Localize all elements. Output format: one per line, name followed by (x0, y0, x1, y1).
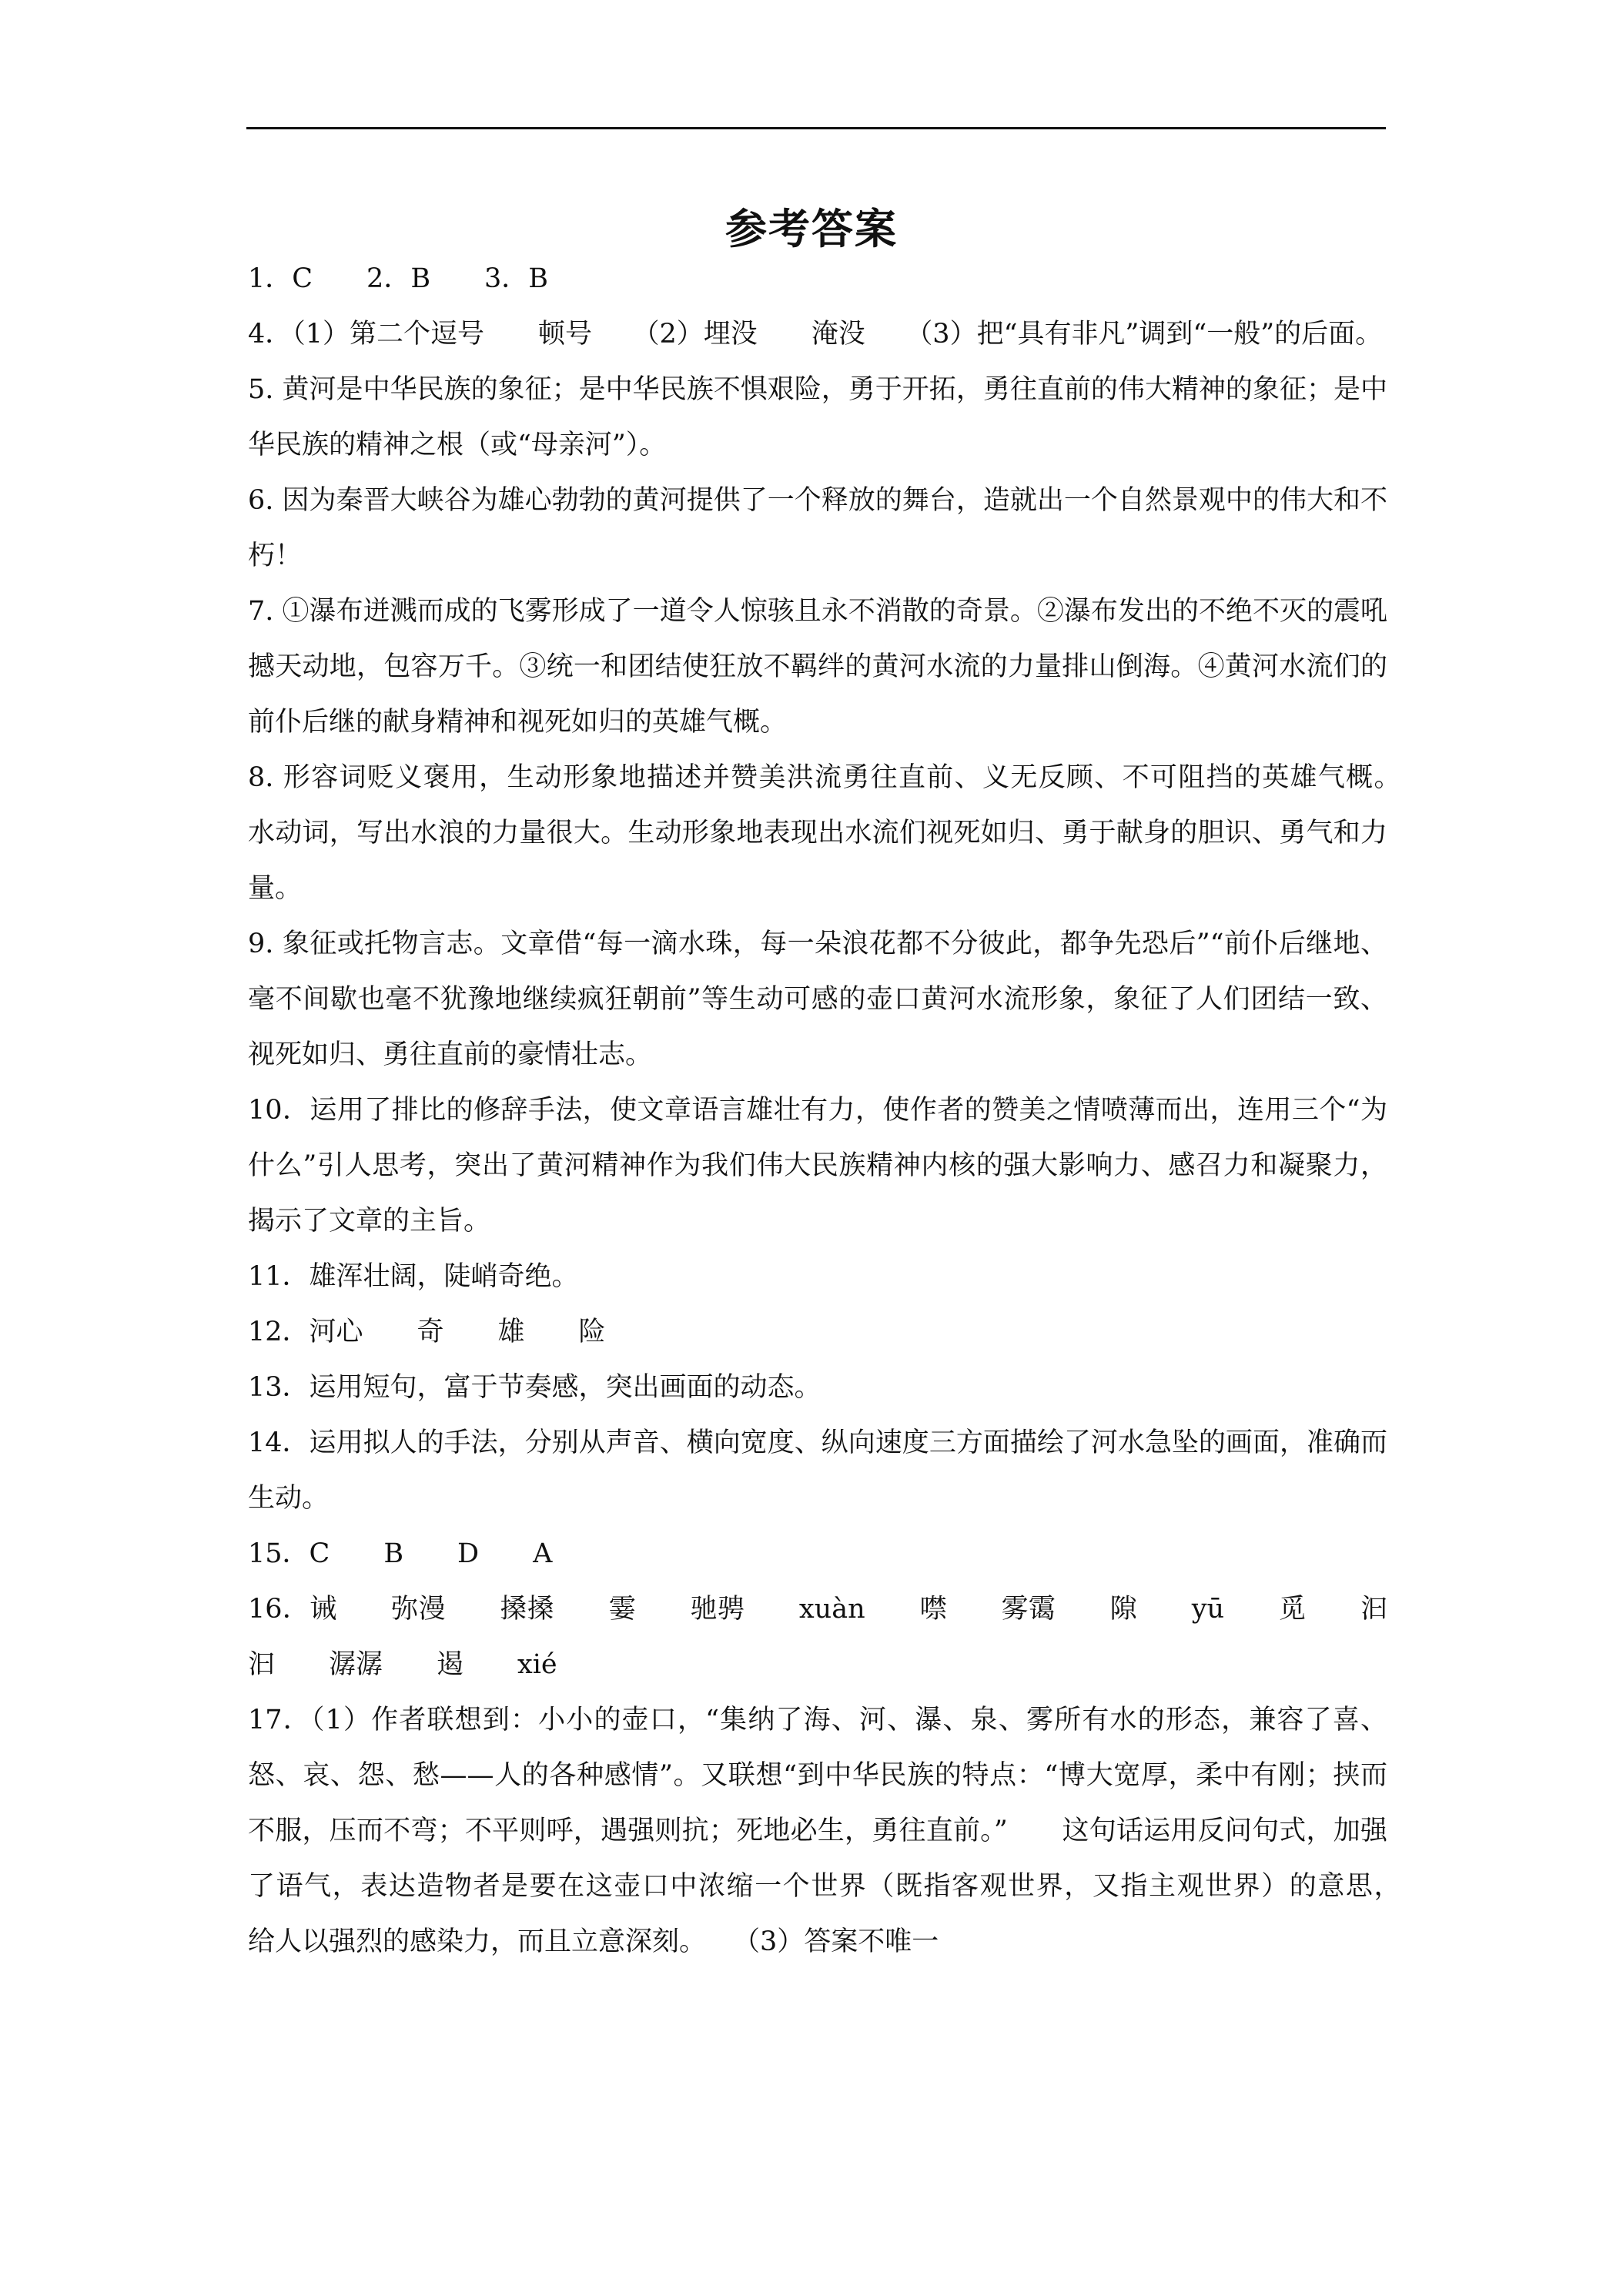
answer-5: 5. 黄河是中华民族的象征；是中华民族不惧艰险，勇于开拓，勇往直前的伟大精神的象征；是中华民族的精神之根（或“母亲河”）。 (248, 374, 1387, 460)
answer-12: 12．河心 奇 雄 险 (248, 1317, 606, 1347)
answer-4: 4．（1）第二个逗号 顿号 （2）埋没 淹没 （3）把“具有非凡”调到“一般”的后面。 (248, 319, 1383, 350)
answer-10: 10．运用了排比的修辞手法，使文章语言雄壮有力，使作者的赞美之情喷薄而出，连用三个“为什么”引人思考，突出了黄河精神作为我们伟大民族精神内核的强大影响力、感召力和凝聚力，揭示了文章的主旨。 (248, 1095, 1387, 1237)
header-rule (246, 127, 1386, 129)
answer-1-3: 1．C 2．B 3．B (248, 263, 549, 294)
answer-15: 15．C B D A (248, 1538, 553, 1569)
answer-6: 6. 因为秦晋大峡谷为雄心勃勃的黄河提供了一个释放的舞台，造就出一个自然景观中的伟大和不朽！ (248, 485, 1387, 571)
answer-8: 8. 形容词贬义褒用，生动形象地描述并赞美洪流勇往直前、义无反顾、不可阻挡的英雄气概。 水动词，写出水浪的力量很大。生动形象地表现出水流们视死如归、勇于献身的胆识、勇气和力量。 (248, 762, 1442, 904)
answer-7: 7. ①瀑布迸溅而成的飞雾形成了一道令人惊骇且永不消散的奇景。②瀑布发出的不绝不灭的震吼撼天动地，包容万千。③统一和团结使狂放不羁绊的黄河水流的力量排山倒海。④黄河水流们的前仆后继的献身精神和视死如归的英雄气概。 (248, 596, 1387, 738)
answer-14: 14．运用拟人的手法，分别从声音、横向宽度、纵向速度三方面描绘了河水急坠的画面，准确而生动。 (248, 1427, 1387, 1514)
answer-9: 9. 象征或托物言志。文章借“每一滴水珠，每一朵浪花都不分彼此，都争先恐后”“前仆后继地、毫不间歇也毫不犹豫地继续疯狂朝前”等生动可感的壶口黄河水流形象，象征了人们团结一致、视死如归、勇往直前的豪情壮志。 (248, 929, 1387, 1070)
answer-16: 16．诫 弥漫 搡搡 霎 驰骋 xuàn 噤 雾霭 隙 yū 觅 汩汩 潺潺 遏 xié (248, 1594, 1387, 1680)
page-title: 参考答案 (725, 205, 898, 253)
answer-17: 17．（1）作者联想到：小小的壶口，“集纳了海、河、瀑、泉、雾所有水的形态，兼容了喜、怒、哀、怨、愁——人的各种感情”。又联想“到中华民族的特点：“博大宽厚，柔中有刚；挟而不服，压而不弯；不平则呼，遇强则抗；死地必生，勇往直前。” 这句话运用反问句式，加强了语气，表达造物者是要在这壶口中浓缩一个世界（既指客观世界，又指主观世界）的意思， 给人以强烈的感染力，而且立意深刻。 （3）答案不唯一 (248, 1705, 1415, 1957)
answer-11: 11．雄浑壮阔，陡峭奇绝。 (248, 1261, 579, 1292)
answer-list (248, 251, 1442, 1970)
answer-13: 13．运用短句，富于节奏感，突出画面的动态。 (248, 1372, 822, 1403)
